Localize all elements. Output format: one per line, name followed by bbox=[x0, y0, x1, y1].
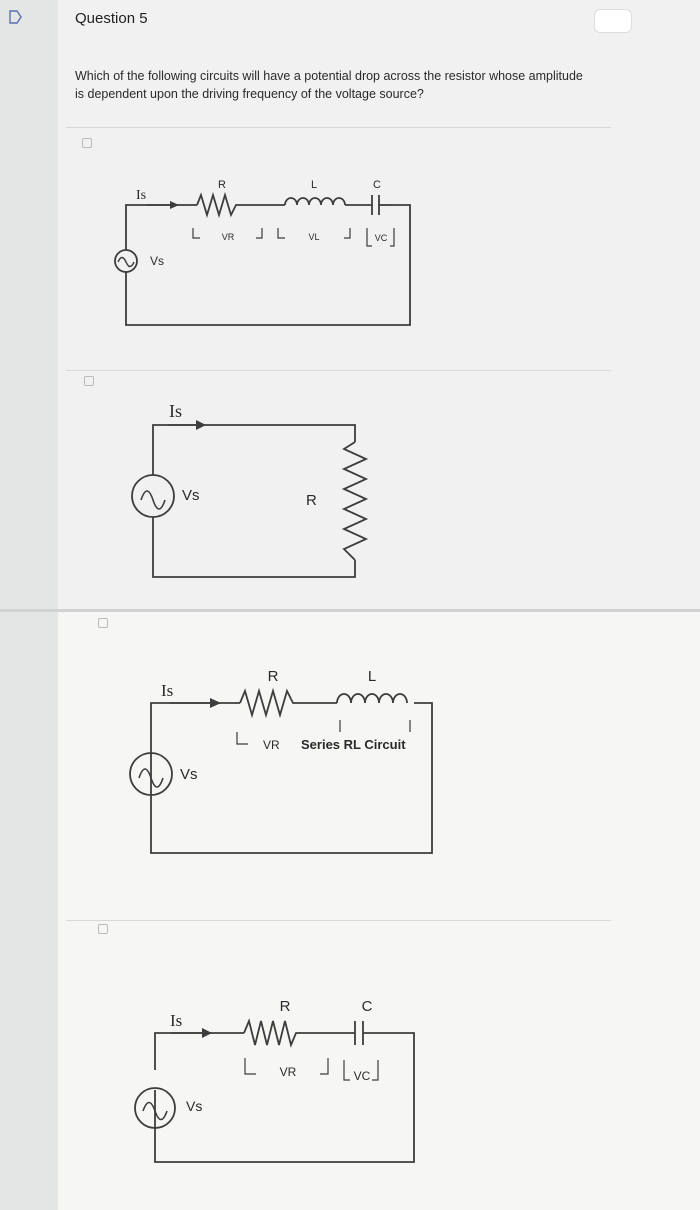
current-label: Is bbox=[136, 188, 147, 203]
component-symbol: R bbox=[279, 998, 291, 1015]
current-label: Is bbox=[169, 401, 182, 421]
component-symbol: C bbox=[373, 179, 381, 191]
current-label: Is bbox=[161, 681, 174, 700]
voltage-label: VL bbox=[308, 232, 320, 242]
source-label: Vs bbox=[180, 766, 198, 783]
voltage-label: VR bbox=[221, 232, 235, 242]
circuit-option-b bbox=[132, 420, 366, 577]
component-symbol: R bbox=[267, 668, 279, 685]
component-symbol: C bbox=[361, 998, 373, 1015]
source-label: Vs bbox=[182, 487, 200, 504]
current-label: Is bbox=[170, 1011, 183, 1030]
component-symbol: L bbox=[367, 668, 377, 685]
voltage-label: VC bbox=[353, 1069, 371, 1083]
circuit-caption: Series RL Circuit bbox=[301, 737, 406, 752]
component-symbol: L bbox=[310, 179, 318, 191]
source-label: Vs bbox=[186, 1098, 203, 1114]
circuit-option-d bbox=[135, 1021, 414, 1162]
question-title: Question 5 bbox=[75, 10, 148, 27]
circuit-option-c bbox=[130, 691, 432, 853]
voltage-label: VC bbox=[374, 233, 388, 243]
source-label: Vs bbox=[150, 254, 165, 268]
component-symbol: R bbox=[218, 179, 226, 191]
question-prompt: Which of the following circuits will have a potential drop across the resistor whose amplitude is dependent upon the driving frequency of the voltage source? bbox=[75, 69, 583, 101]
voltage-label: VR bbox=[263, 738, 280, 752]
voltage-label: VR bbox=[279, 1065, 297, 1079]
component-symbol: R bbox=[306, 492, 317, 509]
